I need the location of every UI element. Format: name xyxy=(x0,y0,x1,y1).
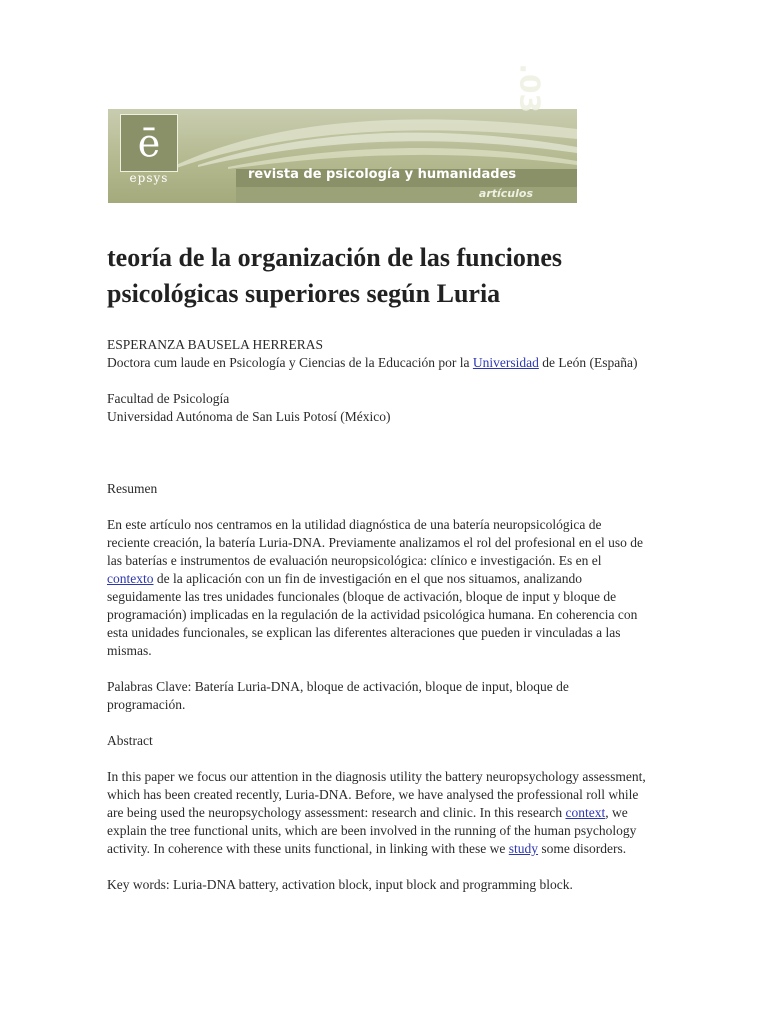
resumen-part-1: En este artículo nos centramos en la utilidad diagnóstica de una batería neuropsicológica de reciente creación, la batería Luria-DNA. Previamente analizamos el rol del profesional en el uso de las baterías e instrumentos de evaluación neuropsicológica: clínico e investigación. Es en el xyxy=(107,517,644,568)
author-block xyxy=(107,336,647,372)
section-label: artículos xyxy=(478,187,533,200)
abstract-part-1: In this paper we focus our attention in the diagnosis utility the battery neuropsychology assessment, which has been created recently, Luria-DNA. Before, we have analysed the professional roll while are being used the neuropsychology assessment: research and clinic. In this research xyxy=(107,769,646,820)
author-name: ESPERANZA BAUSELA HERRERAS xyxy=(107,337,324,352)
logo-letter: ē xyxy=(137,121,161,165)
issue-number: .03 xyxy=(514,63,547,113)
abstract-part-3: some disorders. xyxy=(538,841,627,856)
study-link[interactable]: study xyxy=(508,841,539,856)
resumen-heading: Resumen xyxy=(107,481,158,496)
faculty: Facultad de Psicología xyxy=(107,391,230,406)
logo-word: epsys xyxy=(129,171,169,185)
author-affiliation xyxy=(107,354,647,372)
abstract-part-2: , we explain the tree functional units, which are been involved in the running of the human psychology activity. In coherence with these units functional, in linking with these we xyxy=(107,805,637,856)
article-body xyxy=(107,240,647,912)
affiliation-text: Doctora cum laude en Psicología y Ciencias de la Educación por la xyxy=(107,355,473,370)
article-title: teoría de la organización de las funciones psicológicas superiores según Luria xyxy=(107,243,562,308)
palabras-clave: Palabras Clave: Batería Luria-DNA, bloque de activación, bloque de input, bloque de programación. xyxy=(107,679,569,712)
abstract-text xyxy=(107,768,647,858)
affiliation-text-end: de León (España) xyxy=(538,355,638,370)
journal-title: revista de psicología y humanidades xyxy=(248,167,517,182)
resumen-text xyxy=(107,516,647,660)
keywords: Key words: Luria-DNA battery, activation block, input block and programming block. xyxy=(107,877,573,892)
universidad-link[interactable]: Universidad xyxy=(472,355,539,370)
journal-banner xyxy=(108,63,577,203)
contexto-link[interactable]: contexto xyxy=(107,571,154,586)
context-link[interactable]: context xyxy=(565,805,606,820)
university: Universidad Autónoma de San Luis Potosí (México) xyxy=(107,409,391,424)
resumen-part-2: de la aplicación con un fin de investigación en el que nos situamos, analizando seguidamente las tres unidades funcionales (bloque de activación, bloque de input y bloque de programación) implicadas en la regulación de la actividad psicológica humana. En coherencia con esta unidades funcionales, se explican las diferentes alteraciones que pueden ir vinculadas a las mismas. xyxy=(107,571,638,658)
epsys-logo xyxy=(120,114,178,172)
abstract-heading: Abstract xyxy=(107,733,153,748)
